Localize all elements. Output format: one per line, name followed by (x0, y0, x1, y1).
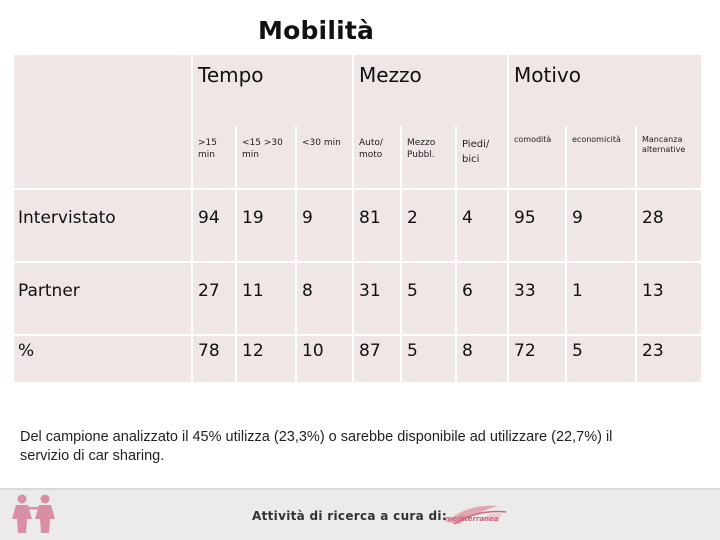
slide-title: Mobilità (258, 16, 375, 45)
table-cell: 33 (509, 263, 565, 334)
two-women-icon (9, 492, 59, 534)
row-label-partner: Partner (14, 263, 191, 334)
mobility-table (14, 55, 686, 382)
subheader-mancanza-alternative: Mancanza alternative (637, 126, 701, 188)
table-cell: 2 (402, 190, 455, 261)
table-cell: 5 (567, 336, 635, 382)
group-header-mezzo: Mezzo (354, 55, 507, 126)
subheader-under-30-min: <30 min (297, 126, 352, 188)
table-cell: 28 (637, 190, 701, 261)
table-cell: 5 (402, 336, 455, 382)
subheader-15-30-min: <15 >30 min (237, 126, 295, 188)
subheader-piedi-bici: Piedi/ bici (457, 126, 507, 188)
subheader-over-15-min: >15 min (193, 126, 235, 188)
table-cell: 6 (457, 263, 507, 334)
table-cell: 19 (237, 190, 295, 261)
table-cell: 5 (402, 263, 455, 334)
table-corner-cell (14, 55, 191, 126)
table-cell: 81 (354, 190, 400, 261)
table-cell: 9 (297, 190, 352, 261)
table-cell: 27 (193, 263, 235, 334)
table-cell: 9 (567, 190, 635, 261)
table-cell: 4 (457, 190, 507, 261)
group-header-motivo: Motivo (509, 55, 701, 126)
subheader-auto-moto: Auto/ moto (354, 126, 400, 188)
footer-bar (0, 488, 720, 540)
subheader-comodita: comodità (509, 126, 565, 188)
table-cell: 94 (193, 190, 235, 261)
group-header-tempo: Tempo (193, 55, 352, 126)
footer-credit-text: Attività di ricerca a cura di: (252, 509, 447, 523)
subheader-mezzo-pubblico: Mezzo Pubbl. (402, 126, 455, 188)
table-cell: 95 (509, 190, 565, 261)
table-cell: 12 (237, 336, 295, 382)
table-cell: 23 (637, 336, 701, 382)
table-corner-cell-2 (14, 126, 191, 188)
table-cell: 10 (297, 336, 352, 382)
table-cell: 1 (567, 263, 635, 334)
table-cell: 8 (297, 263, 352, 334)
table-cell: 72 (509, 336, 565, 382)
row-label-percent: % (14, 336, 191, 382)
footer-divider (0, 488, 720, 490)
table-cell: 13 (637, 263, 701, 334)
table-cell: 78 (193, 336, 235, 382)
subheader-economicita: economicità (567, 126, 635, 188)
table-cell: 87 (354, 336, 400, 382)
table-cell: 11 (237, 263, 295, 334)
summary-note: Del campione analizzato il 45% utilizza (23,3%) o sarebbe disponibile ad utilizzare (22,7%) il servizio di car sharing. (20, 429, 613, 464)
row-label-intervistato: Intervistato (14, 190, 191, 261)
table-cell: 8 (457, 336, 507, 382)
table-cell: 31 (354, 263, 400, 334)
logo-text: mediterranea (445, 515, 499, 523)
